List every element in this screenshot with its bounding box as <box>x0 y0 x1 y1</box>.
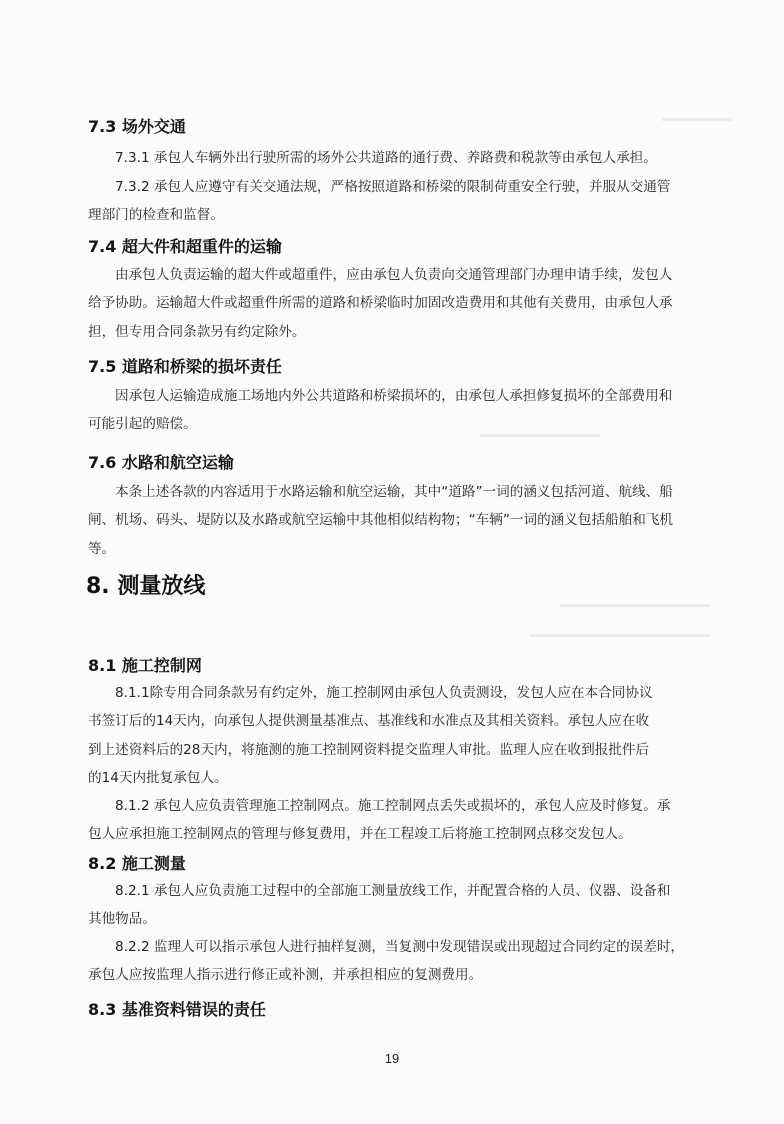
text-line: 书签订后的14天内，向承包人提供测量基准点、基准线和水准点及其相关资料。承包人应在收 <box>88 713 650 730</box>
paragraph-7-5 <box>88 382 700 439</box>
paragraph-7-6 <box>88 478 700 563</box>
bleed-through-mark <box>530 634 710 637</box>
text-line: 8.1.2 承包人应负责管理施工控制网点。施工控制网点丢失或损坏的，承包人应及时修复。承 <box>115 798 671 814</box>
text-line: 7.3.2 承包人应遵守有关交通法规，严格按照道路和桥梁的限制荷重安全行驶，并服从交通管 <box>115 179 671 195</box>
section-heading-8-1: 8.1 施工控制网 <box>88 656 202 675</box>
paragraph-7-4 <box>88 261 700 346</box>
text-line: 可能引起的赔偿。 <box>88 416 197 433</box>
text-line: 担，但专用合同条款另有约定除外。 <box>88 323 306 340</box>
paragraph-7-3-2 <box>88 173 700 230</box>
text-line: 闸、机场、码头、堤防以及水路或航空运输中其他相似结构物；“车辆”一词的涵义包括船舶和飞机 <box>88 512 674 529</box>
text-line: 包人应承担施工控制网点的管理与修复费用，并在工程竣工后将施工控制网点移交发包人。 <box>88 826 632 843</box>
text-line: 承包人应按监理人指示进行修正或补测，并承担相应的复测费用。 <box>88 967 483 984</box>
section-heading-8-3: 8.3 基准资料错误的责任 <box>88 1000 266 1019</box>
text-line: 8.1.1除专用合同条款另有约定外，施工控制网由承包人负责测设，发包人应在本合同协议 <box>115 685 653 701</box>
page-number: 19 <box>384 1051 400 1066</box>
text-line: 给予协助。运输超大件或超重件所需的道路和桥梁临时加固改造费用和其他有关费用，由承包人承 <box>88 295 673 312</box>
paragraph-8-2-1 <box>88 877 700 934</box>
text-line: 到上述资料后的28天内，将施测的施工控制网资料提交监理人审批。监理人应在收到报批件后 <box>88 741 650 758</box>
text-line: 的14天内批复承包人。 <box>88 770 228 787</box>
text-line: 7.3.1 承包人车辆外出行驶所需的场外公共道路的通行费、养路费和税款等由承包人承担。 <box>115 150 657 166</box>
text-line: 8.2.1 承包人应负责施工过程中的全部施工测量放线工作，并配置合格的人员、仪器、设备和 <box>115 883 671 899</box>
paragraph-8-1-2 <box>88 792 700 849</box>
paragraph-8-2-2 <box>88 933 700 990</box>
section-heading-7-5: 7.5 道路和桥梁的损坏责任 <box>88 357 282 376</box>
text-line: 其他物品。 <box>88 911 156 928</box>
text-line: 等。 <box>88 540 116 557</box>
text-line: 理部门的检查和监督。 <box>88 207 224 224</box>
text-line: 由承包人负责运输的超大件或超重件，应由承包人负责向交通管理部门办理申请手续，发包人 <box>115 267 673 283</box>
section-heading-7-6: 7.6 水路和航空运输 <box>88 453 234 472</box>
chapter-title: 8. 测量放线 <box>86 574 206 599</box>
bleed-through-mark <box>560 604 710 607</box>
text-line: 8.2.2 监理人可以指示承包人进行抽样复测，当复测中发现错误或出现超过合同约定的误差时， <box>115 939 685 955</box>
section-heading-7-3: 7.3 场外交通 <box>88 117 186 136</box>
text-line: 因承包人运输造成施工场地内外公共道路和桥梁损坏的，由承包人承担修复损坏的全部费用和 <box>115 388 673 404</box>
paragraph-7-3-1 <box>88 144 700 172</box>
section-heading-8-2: 8.2 施工测量 <box>88 854 186 873</box>
text-line: 本条上述各款的内容适用于水路运输和航空运输，其中“道路”一词的涵义包括河道、航线、船 <box>115 484 673 500</box>
paragraph-8-1-1 <box>88 679 700 793</box>
bleed-through-mark <box>662 118 732 121</box>
section-heading-7-4: 7.4 超大件和超重件的运输 <box>88 237 282 256</box>
